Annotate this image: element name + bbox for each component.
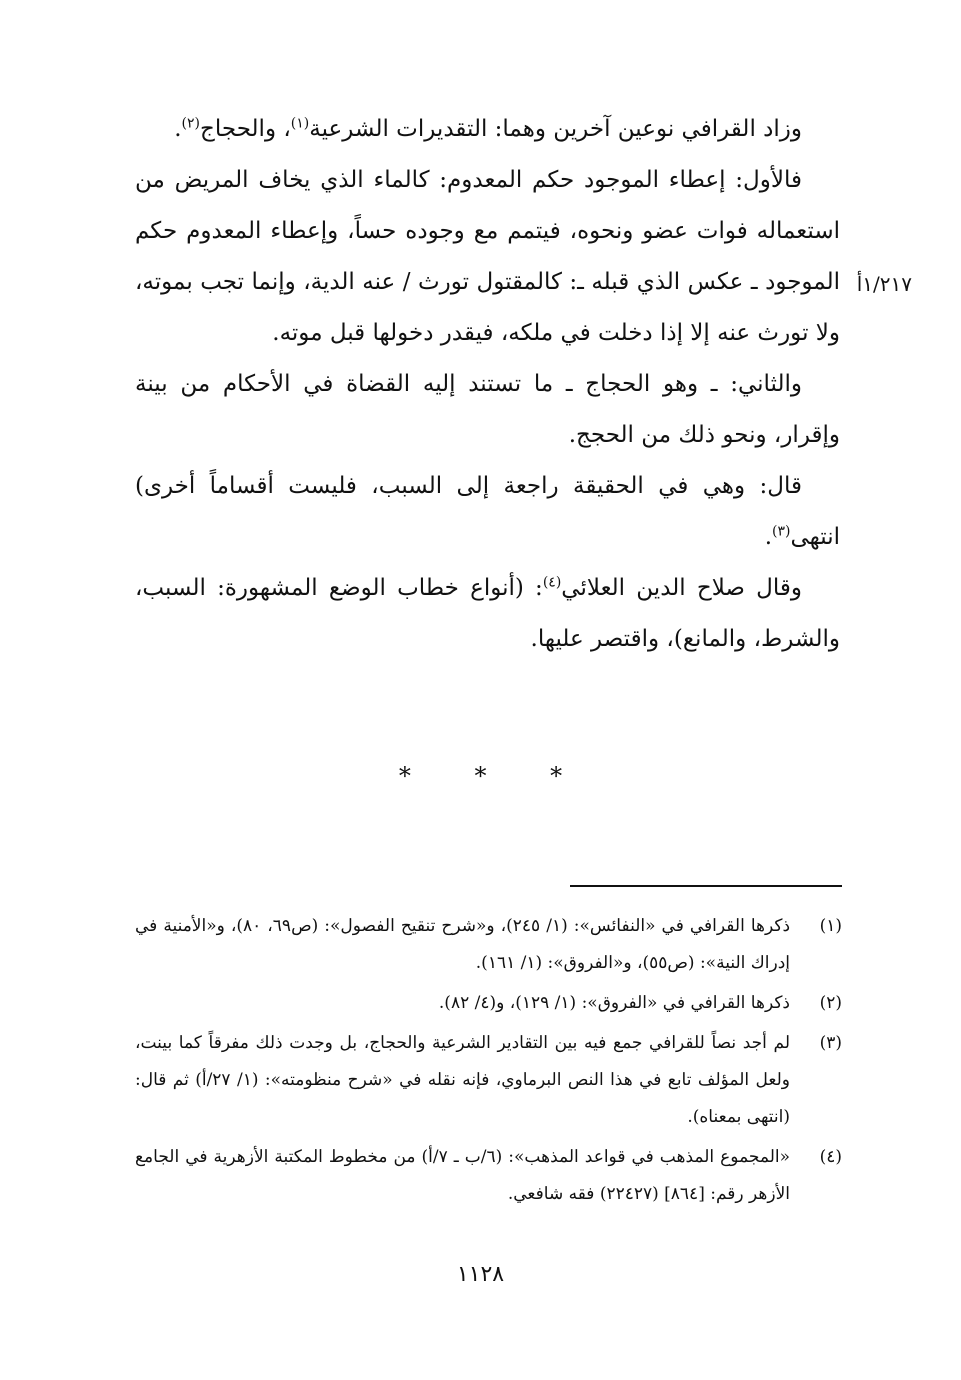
footnote-2: [135, 985, 842, 1022]
footnote-text: لم أجد نصاً للقرافي جمع فيه بين التقادير الشرعية والحجاج، بل وجدت ذلك مفرقاً كما بينت، ولعل المؤلف تابع في هذا النص البرماوي، فإنه نقله في «شرح منظومته»: (١/ ٢٧/أ) ثم قال: (انتهى بمعناه).: [135, 1033, 790, 1127]
paragraph-4: [135, 461, 840, 563]
footnote-number: (٢): [819, 993, 842, 1013]
footnote-number: (١): [819, 916, 842, 936]
footnote-number: (٣): [819, 1033, 842, 1053]
footnotes: [135, 908, 842, 1216]
footnote-ref-1[interactable]: (١): [290, 115, 310, 132]
paragraph-1-mid: ، والحجاج: [200, 116, 291, 142]
footnote-4: [135, 1139, 842, 1213]
paragraph-3: والثاني: ـ وهو الحجاج ـ ما تستند إليه القضاة في الأحكام من بينة وإقرار، ونحو ذلك من الحجج.: [135, 371, 840, 448]
main-text: [135, 104, 840, 665]
manuscript-folio-marker: ١/٢١٧أ: [856, 272, 912, 296]
paragraph-4-text: قال: وهي في الحقيقة راجعة إلى السبب، فليست أقساماً أخرى) انتهى: [135, 473, 840, 550]
footnote-ref-4[interactable]: (٤): [542, 574, 562, 591]
section-separator: * * *: [398, 762, 591, 790]
footnote-divider: [570, 885, 842, 887]
footnote-1: [135, 908, 842, 982]
footnote-ref-2[interactable]: (٢): [181, 115, 200, 132]
paragraph-5-rest: : (أنواع خطاب الوضع المشهورة: السبب، والشرط، والمانع)، واقتصر عليها.: [135, 575, 840, 652]
paragraph-1-end: .: [174, 116, 182, 142]
footnote-text: ذكرها القرافي في «النفائس»: (١/ ٢٤٥)، و«شرح تنقيح الفصول»: (ص٦٩، ٨٠)، و«الأمنية في إدراك النية»: (ص٥٥)، و«الفروق»: (١/ ١٦١).: [135, 916, 791, 973]
paragraph-1-text: وزاد القرافي نوعين آخرين وهما: التقديرات الشرعية: [309, 116, 802, 142]
paragraph-1: [135, 104, 840, 155]
paragraph-4-end: .: [764, 524, 773, 550]
paragraph-2: فالأول: إعطاء الموجود حكم المعدوم: كالماء الذي يخاف المريض من استعماله فوات عضو ونحوه، فيتمم مع وجوده حساً، وإعطاء المعدوم حكم الموجود ـ عكس الذي قبله ـ: كالمقتول تورث / عنه الدية، وإنما تجب بموته، ولا تورث عنه إلا إذا دخلت في ملكه، فيقدر دخولها قبل موته.: [135, 167, 840, 346]
footnote-number: (٤): [819, 1147, 842, 1167]
footnote-3: [135, 1025, 842, 1136]
footnote-text: «المجموع المذهب في قواعد المذهب»: (٦/ب ـ ٧/أ) من مخطوط المكتبة الأزهرية في الجامع الأزهر رقم: [٨٦٤] (٢٢٤٢٧) فقه شافعي.: [135, 1147, 790, 1204]
footnote-ref-3[interactable]: (٣): [772, 523, 791, 540]
page-number: ١١٢٨: [456, 1262, 505, 1287]
paragraph-5: [135, 563, 840, 665]
footnote-text: ذكرها القرافي في «الفروق»: (١/ ١٢٩)، و(٤/ ٨٢).: [438, 993, 790, 1013]
paragraph-5-start: وقال صلاح الدين العلائي: [561, 575, 802, 601]
